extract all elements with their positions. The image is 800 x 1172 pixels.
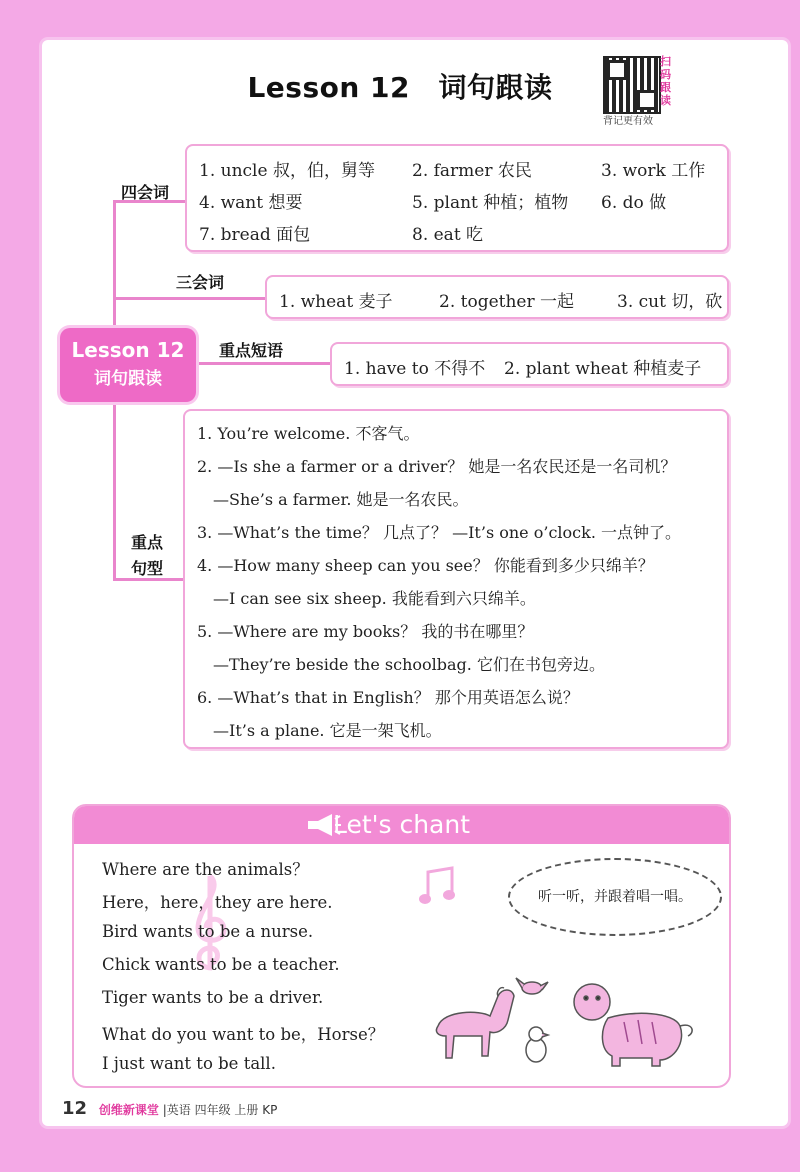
chant-line: Tiger wants to be a driver.	[102, 988, 324, 1007]
sentence-item: —They’re beside the schoolbag. 它们在书包旁边。	[213, 655, 605, 674]
tiger-figure	[574, 984, 692, 1066]
category-three-skill-words: 三会词	[176, 273, 225, 292]
word-item: 7. bread 面包	[199, 225, 311, 245]
sentence-item: —I can see six sheep. 我能看到六只绵羊。	[213, 589, 536, 608]
sentence-item: 4. —How many sheep can you see？ 你能看到多少只绵羊？	[197, 556, 654, 575]
chant-line: I just want to be tall.	[102, 1054, 276, 1073]
chant-line: What do you want to be，Horse？	[102, 1025, 385, 1044]
chant-line: Where are the animals？	[102, 860, 309, 879]
tree-branch	[113, 297, 265, 300]
center-label-line1: Lesson 12	[71, 338, 185, 362]
qr-side-char: 扫	[660, 55, 671, 68]
sentence-item: —She’s a farmer. 她是一名农民。	[213, 490, 469, 509]
four-skill-words-box	[185, 144, 729, 252]
key-phrases-box	[330, 342, 729, 386]
bird-figure	[516, 978, 548, 994]
word-item: 1. uncle 叔，伯，舅等	[199, 161, 375, 181]
word-item: 4. want 想要	[199, 193, 303, 213]
qr-code[interactable]	[603, 56, 661, 114]
qr-side-char: 码	[660, 68, 671, 81]
phrase-item: 1. have to 不得不	[344, 359, 486, 379]
phrase-item: 2. plant wheat 种植麦子	[504, 359, 702, 379]
word-item: 1. wheat 麦子	[279, 292, 393, 312]
tree-branch	[196, 362, 330, 365]
chant-line: Here，here，they are here.	[102, 893, 333, 912]
footer-info: |英语 四年级 上册 KP	[162, 1103, 278, 1117]
qr-side-text	[660, 55, 674, 107]
sentence-item: 5. —Where are my books？ 我的书在哪里？	[197, 622, 534, 641]
chant-line: Bird wants to be a nurse.	[102, 922, 314, 941]
qr-side-char: 跟	[660, 81, 671, 94]
word-item: 5. plant 种植；植物	[412, 193, 569, 213]
qr-caption: 背记更有效	[603, 116, 653, 127]
word-item: 2. together 一起	[439, 292, 575, 312]
word-item: 3. work 工作	[601, 161, 706, 181]
word-item: 2. farmer 农民	[412, 161, 532, 181]
footer-brand: 创维新课堂	[98, 1103, 159, 1117]
sentence-item: 1. You’re welcome. 不客气。	[197, 424, 420, 443]
qr-side-char: 读	[660, 94, 671, 107]
center-label-line2: 词句跟读	[94, 369, 162, 389]
lesson-center-label	[60, 328, 196, 402]
page-number: 12	[62, 1098, 88, 1119]
category-key-patterns-1: 重点	[131, 533, 164, 552]
word-item: 3. cut 切，砍	[617, 292, 723, 312]
animals-illustration	[424, 966, 724, 1076]
key-patterns-box	[183, 409, 729, 749]
chant-section	[72, 804, 731, 1088]
sentence-item: 6. —What’s that in English？ 那个用英语怎么说？	[197, 688, 579, 707]
sentence-item: 2. —Is she a farmer or a driver？ 她是一名农民还是一名司机？	[197, 457, 677, 476]
category-four-skill-words: 四会词	[121, 183, 170, 202]
page-title: Lesson 12 词句跟读	[247, 71, 553, 104]
instruction-bubble: 听一听，并跟着唱一唱。	[508, 858, 722, 936]
music-note-icon	[418, 864, 458, 908]
word-item: 6. do 做	[601, 193, 667, 213]
chant-line: Chick wants to be a teacher.	[102, 955, 340, 974]
horse-figure	[436, 988, 514, 1058]
sentence-item: —It’s a plane. 它是一架飞机。	[213, 721, 442, 740]
chick-figure	[526, 1027, 548, 1062]
category-key-patterns-2: 句型	[131, 559, 164, 578]
category-key-phrases: 重点短语	[219, 341, 284, 360]
three-skill-words-box	[265, 275, 729, 319]
word-item: 8. eat 吃	[412, 225, 484, 245]
page-footer	[62, 1098, 277, 1119]
sentence-item: 3. —What’s the time？ 几点了？ —It’s one o’clock. 一点钟了。	[197, 523, 681, 542]
chant-title: Let's chant	[332, 810, 471, 839]
